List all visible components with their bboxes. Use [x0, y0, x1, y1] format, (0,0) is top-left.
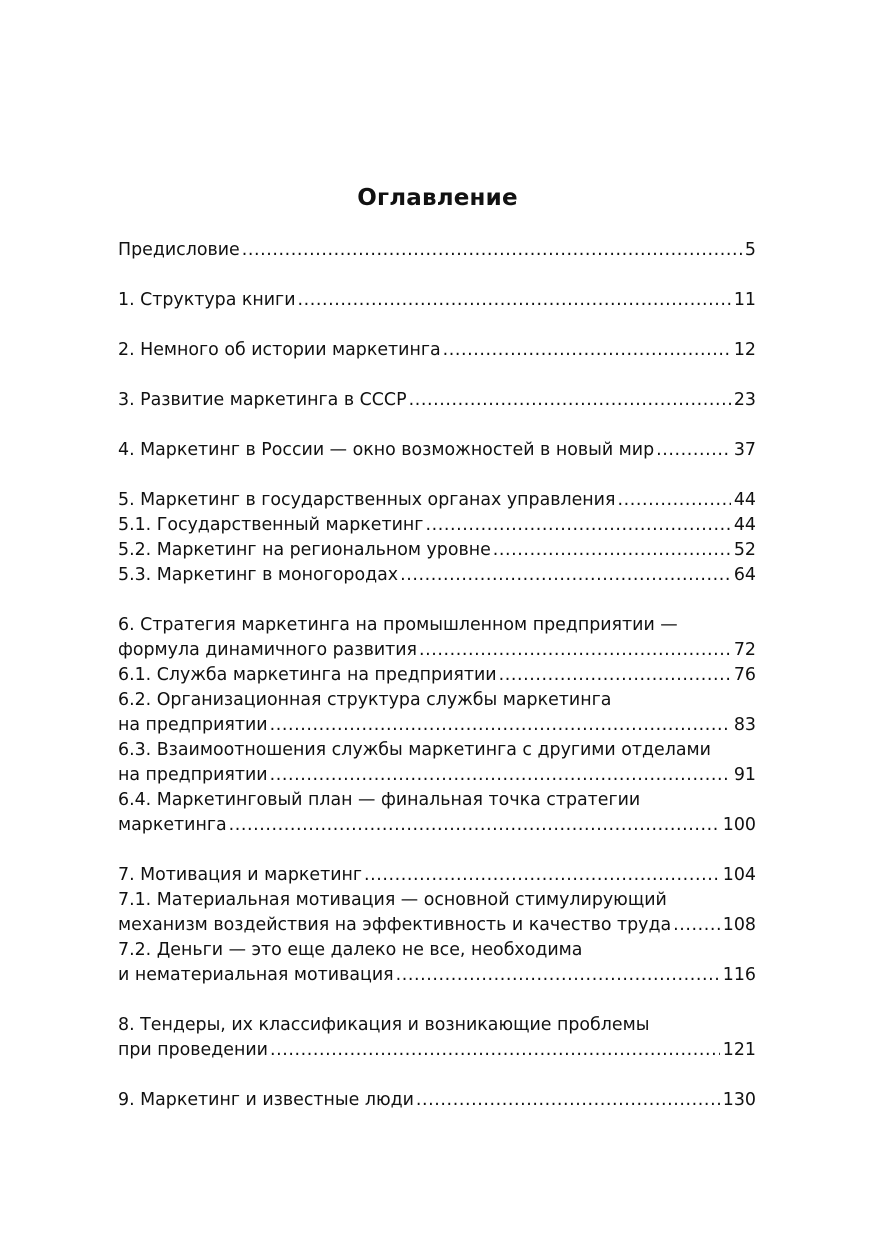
dot-leader: [656, 438, 731, 463]
toc-line: [118, 763, 756, 788]
toc-line: [118, 513, 756, 538]
dot-leader: [409, 388, 731, 413]
toc-entry[interactable]: [118, 338, 756, 363]
toc-line: [118, 338, 756, 363]
dot-leader: [416, 1088, 720, 1113]
dot-leader: [425, 513, 730, 538]
dot-leader: [229, 813, 720, 838]
toc-entry-title: 4. Маркетинг в России — окно возможностей в новый мир: [118, 440, 655, 460]
toc-page-number: 12: [733, 340, 756, 360]
toc-line: [118, 913, 756, 938]
toc-page-number: 104: [722, 865, 756, 885]
toc-page-number: 91: [733, 765, 756, 785]
dot-leader: [270, 1038, 720, 1063]
toc-entry-title: 9. Маркетинг и известные люди: [118, 1090, 414, 1110]
dot-leader: [364, 863, 720, 888]
toc-line: [118, 1088, 756, 1113]
toc-entry-title: 2. Немного об истории маркетинга: [118, 340, 441, 360]
toc-entry[interactable]: [118, 688, 756, 738]
toc-entry[interactable]: [118, 613, 756, 663]
toc-line: [118, 663, 756, 688]
toc-section: [118, 1013, 756, 1063]
dot-leader: [493, 538, 731, 563]
toc-line: [118, 863, 756, 888]
toc-page-number: 37: [733, 440, 756, 460]
toc-page-number: 116: [722, 965, 756, 985]
toc-section: [118, 863, 756, 988]
dot-leader: [270, 763, 731, 788]
toc-entry[interactable]: [118, 238, 756, 263]
toc-line: [118, 963, 756, 988]
toc-entry[interactable]: [118, 738, 756, 788]
toc-entry-title: 6.4. Маркетинговый план — финальная точка стратегии: [118, 790, 641, 810]
toc-page-number: 44: [733, 515, 756, 535]
toc-entry-title: 3. Развитие маркетинга в СССР: [118, 390, 407, 410]
toc-entry[interactable]: [118, 888, 756, 938]
toc-page-number: 23: [733, 390, 756, 410]
toc-entry-title: 7.1. Материальная мотивация — основной стимулирующий: [118, 890, 667, 910]
toc-entry-title: формула динамичного развития: [118, 640, 418, 660]
toc-section: [118, 1088, 756, 1113]
toc-entry[interactable]: [118, 288, 756, 313]
toc-page-number: 52: [733, 540, 756, 560]
dot-leader: [443, 338, 731, 363]
toc-line: [118, 388, 756, 413]
toc-entry-title: на предприятии: [118, 765, 268, 785]
table-of-contents: [118, 238, 756, 1138]
toc-page-number: 44: [733, 490, 756, 510]
toc-section: [118, 238, 756, 263]
toc-line: [118, 238, 756, 263]
dot-leader: [400, 563, 731, 588]
toc-page-number: 76: [733, 665, 756, 685]
toc-line: [118, 538, 756, 563]
toc-page-number: 83: [733, 715, 756, 735]
toc-entry-title: 8. Тендеры, их классификация и возникающие проблемы: [118, 1015, 650, 1035]
toc-section: [118, 438, 756, 463]
page-title: Оглавление: [357, 185, 518, 211]
toc-line: [118, 563, 756, 588]
toc-page-number: 5: [744, 240, 756, 260]
toc-section: [118, 388, 756, 413]
toc-line: [118, 438, 756, 463]
toc-section: [118, 613, 756, 838]
toc-entry-title: и нематериальная мотивация: [118, 965, 394, 985]
toc-section: [118, 338, 756, 363]
toc-page-number: 130: [722, 1090, 756, 1110]
toc-entry[interactable]: [118, 488, 756, 513]
toc-entry-title: механизм воздействия на эффективность и качество труда: [118, 915, 672, 935]
toc-entry[interactable]: [118, 938, 756, 988]
toc-page-number: 121: [722, 1040, 756, 1060]
dot-leader: [396, 963, 720, 988]
toc-entry-title: 5.3. Маркетинг в моногородах: [118, 565, 399, 585]
dot-leader: [617, 488, 730, 513]
toc-page-number: 72: [733, 640, 756, 660]
toc-entry[interactable]: [118, 1088, 756, 1113]
toc-section: [118, 488, 756, 588]
toc-entry-title: 5. Маркетинг в государственных органах управления: [118, 490, 616, 510]
toc-line: [118, 1038, 756, 1063]
dot-leader: [419, 638, 731, 663]
toc-entry-title: 6. Стратегия маркетинга на промышленном предприятии —: [118, 615, 678, 635]
toc-entry[interactable]: [118, 538, 756, 563]
toc-entry-title: на предприятии: [118, 715, 268, 735]
toc-entry-title: 7. Мотивация и маркетинг: [118, 865, 363, 885]
toc-line: [118, 288, 756, 313]
toc-entry-title: 7.2. Деньги — это еще далеко не все, необходима: [118, 940, 583, 960]
toc-entry-title: при проведении: [118, 1040, 268, 1060]
toc-page-number: 100: [722, 815, 756, 835]
toc-entry[interactable]: [118, 513, 756, 538]
toc-entry[interactable]: [118, 563, 756, 588]
toc-page-number: 64: [733, 565, 756, 585]
toc-line: [118, 713, 756, 738]
toc-entry[interactable]: [118, 388, 756, 413]
toc-entry[interactable]: [118, 788, 756, 838]
toc-page-number: 11: [733, 290, 756, 310]
dot-leader: [298, 288, 731, 313]
toc-entry[interactable]: [118, 1013, 756, 1063]
toc-page-number: 108: [722, 915, 756, 935]
toc-entry-title: 6.3. Взаимоотношения службы маркетинга с другими отделами: [118, 740, 711, 760]
toc-entry-title: маркетинга: [118, 815, 227, 835]
toc-section: [118, 288, 756, 313]
toc-line: [118, 813, 756, 838]
toc-entry-title: Предисловие: [118, 240, 240, 260]
toc-line: [118, 638, 756, 663]
toc-entry[interactable]: [118, 863, 756, 888]
toc-entry-title: 5.2. Маркетинг на региональном уровне: [118, 540, 491, 560]
dot-leader: [242, 238, 742, 263]
dot-leader: [270, 713, 731, 738]
toc-entry-title: 6.1. Служба маркетинга на предприятии: [118, 665, 497, 685]
dot-leader: [673, 913, 720, 938]
toc-entry[interactable]: [118, 438, 756, 463]
toc-entry-title: 1. Структура книги: [118, 290, 296, 310]
toc-entry-title: 5.1. Государственный маркетинг: [118, 515, 424, 535]
toc-line: [118, 488, 756, 513]
toc-entry[interactable]: [118, 663, 756, 688]
toc-entry-title: 6.2. Организационная структура службы маркетинга: [118, 690, 612, 710]
dot-leader: [499, 663, 731, 688]
